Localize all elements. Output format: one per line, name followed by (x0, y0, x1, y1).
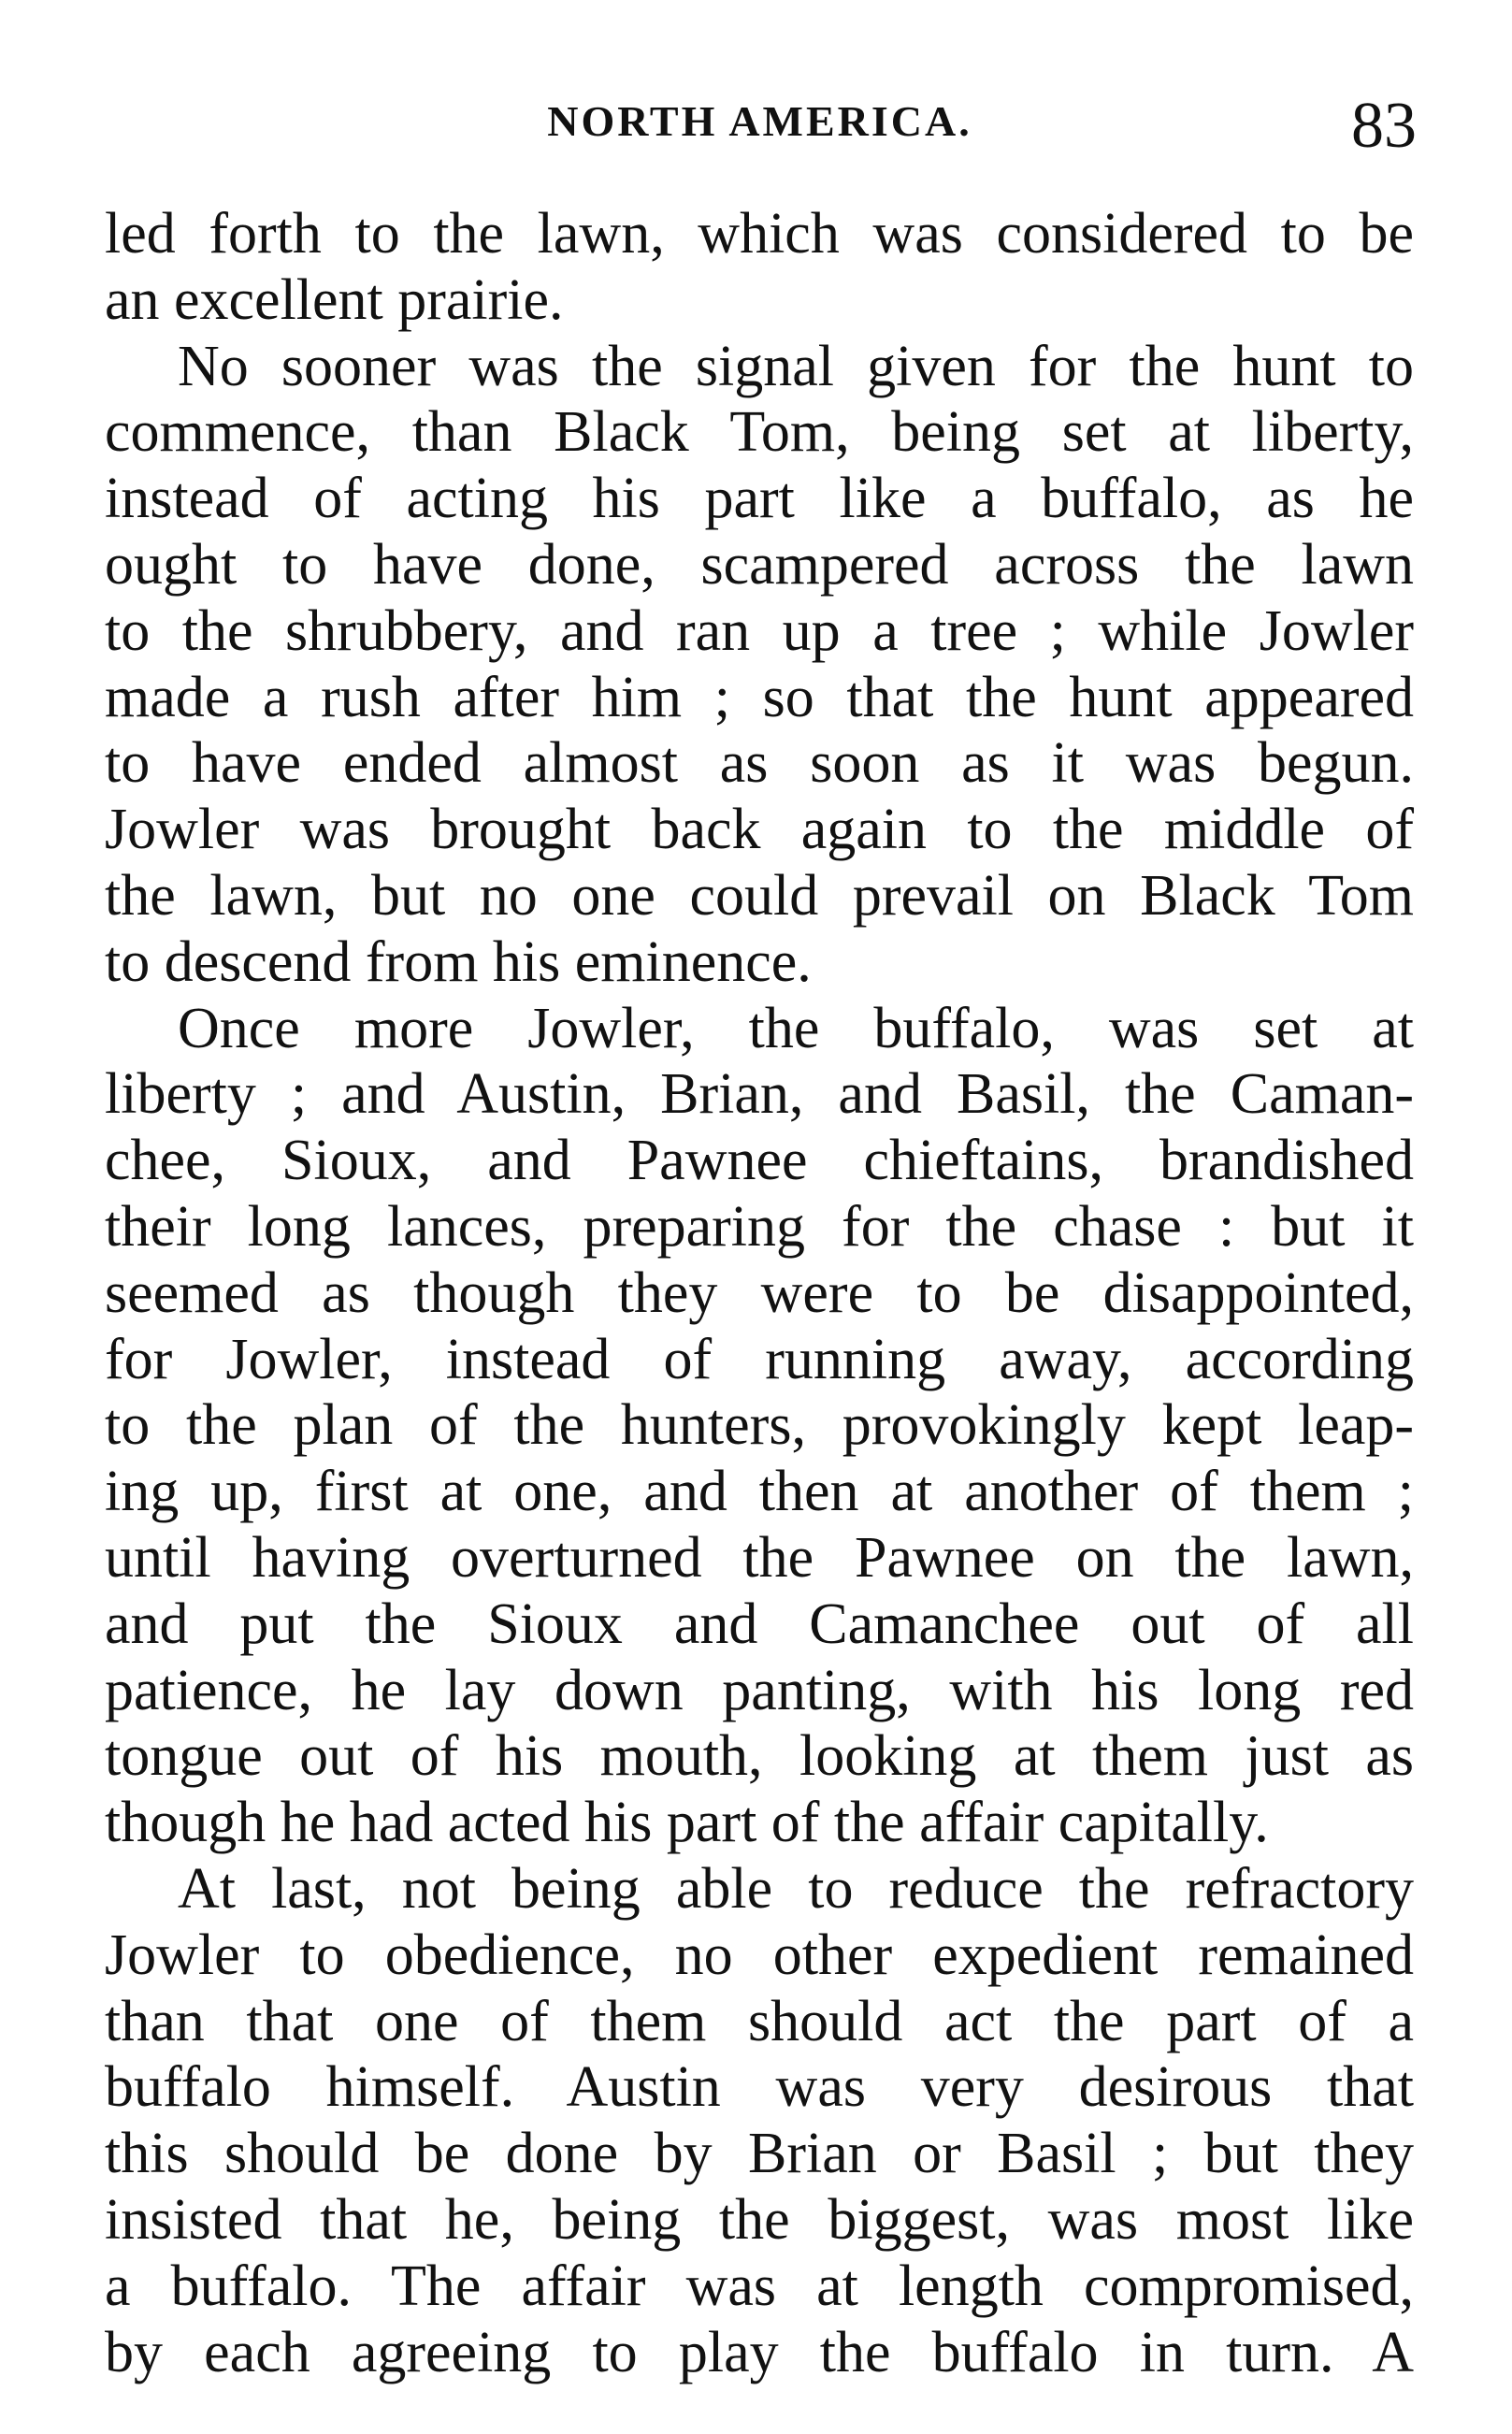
text-line: for Jowler, instead of running away, according (105, 1327, 1414, 1391)
text-line: Jowler to obedience, no other expedient remained (105, 1923, 1414, 1987)
text-line: to the shrubbery, and ran up a tree ; while Jowler (105, 598, 1414, 663)
text-line: commence, than Black Tom, being set at liberty, (105, 400, 1414, 465)
text-line: though he had acted his part of the affair capitally. (105, 1791, 1269, 1855)
running-title: NORTH AMERICA. (547, 97, 972, 145)
text-line: ought to have done, scampered across the lawn (105, 532, 1414, 597)
text-line: a buffalo. The affair was at length compromised, (105, 2254, 1414, 2318)
body-text (105, 201, 1414, 2385)
text-line: and put the Sioux and Camanchee out of all (105, 1591, 1414, 1656)
text-line: an excellent prairie. (105, 267, 564, 332)
text-line: insisted that he, being the biggest, was most like (105, 2187, 1414, 2252)
text-line: ing up, first at one, and then at another of them ; (105, 1460, 1414, 1524)
text-line: to have ended almost as soon as it was begun. (105, 731, 1414, 796)
paragraph-first-line: At last, not being able to reduce the refractory (178, 1856, 1414, 1921)
text-line: buffalo himself. Austin was very desirous that (105, 2055, 1414, 2120)
running-head (103, 89, 1417, 164)
text-line: this should be done by Brian or Basil ; but they (105, 2122, 1414, 2186)
text-line: Jowler was brought back again to the middle of (105, 798, 1414, 862)
text-line: the lawn, but no one could prevail on Black Tom (105, 863, 1414, 928)
text-line: to the plan of the hunters, provokingly kept leap- (105, 1393, 1414, 1458)
text-line: liberty ; and Austin, Brian, and Basil, the Caman- (105, 1062, 1414, 1127)
text-line: chee, Sioux, and Pawnee chieftains, brandished (105, 1129, 1414, 1193)
text-line: their long lances, preparing for the chase : but it (105, 1194, 1414, 1259)
text-line: until having overturned the Pawnee on the lawn, (105, 1525, 1414, 1590)
text-line: by each agreeing to play the buffalo in turn. A (105, 2320, 1414, 2384)
paragraph-first-line: Once more Jowler, the buffalo, was set at (178, 996, 1414, 1060)
text-line: to descend from his eminence. (105, 929, 812, 994)
text-line: patience, he lay down panting, with his long red (105, 1658, 1414, 1722)
text-line: seemed as though they were to be disappointed, (105, 1260, 1414, 1325)
text-line: led forth to the lawn, which was considered to be (105, 202, 1414, 266)
text-line: made a rush after him ; so that the hunt appeared (105, 665, 1414, 729)
paragraph-first-line: No sooner was the signal given for the hunt to (178, 334, 1414, 398)
text-line: tongue out of his mouth, looking at them just as (105, 1724, 1414, 1789)
text-line: instead of acting his part like a buffalo, as he (105, 467, 1414, 531)
page-number: 83 (1351, 90, 1417, 162)
text-line: than that one of them should act the part of a (105, 1989, 1414, 2053)
